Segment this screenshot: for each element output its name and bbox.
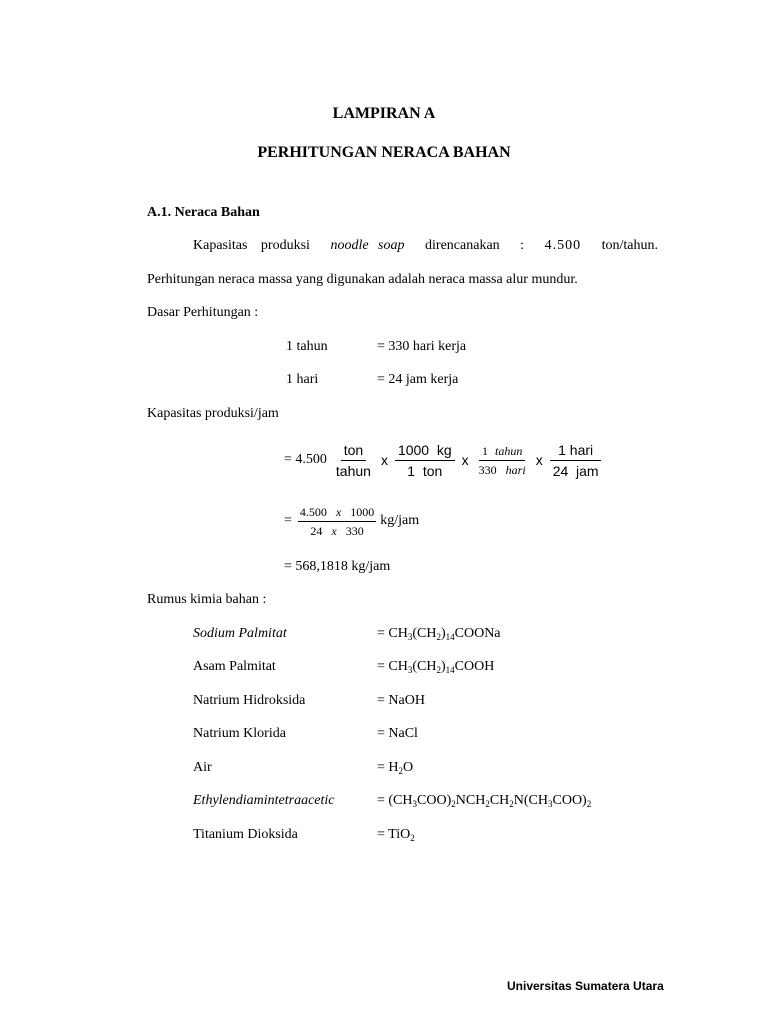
fraction-denominator xyxy=(307,522,366,537)
chemical-formula: = $CH_3(CH_2)_{14}COONa$ xyxy=(377,626,501,642)
fraction-simplified xyxy=(298,506,376,537)
chemical-name: Titanium Dioksida xyxy=(193,827,298,842)
fraction-numerator xyxy=(479,445,525,461)
basis-right-1: = 330 hari kerja xyxy=(377,339,467,354)
fraction-day-per-hours xyxy=(550,443,602,478)
chemical-name: Natrium Klorida xyxy=(193,726,286,741)
fraction-denominator: 1 ton xyxy=(407,462,443,479)
chemical-formula: = $(CH_3COO)_2NCH_2CH_2N(CH_3COO)_2$ xyxy=(377,793,592,809)
chemical-formula-label: Rumus kimia bahan : xyxy=(147,592,267,607)
appendix-heading: LAMPIRAN A xyxy=(332,105,436,122)
calc1-prefix: = 4.500 xyxy=(284,452,327,467)
chemical-formula: = $H_2O$ xyxy=(377,760,414,776)
numerator-number: 1 xyxy=(482,443,488,458)
fraction-numerator: 1 hari xyxy=(550,443,601,461)
capacity-label: Kapasitas produksi/jam xyxy=(147,406,279,421)
chemical-formula: = TiO$_2$ xyxy=(377,827,415,843)
basis-label: Dasar Perhitungan : xyxy=(147,305,259,320)
paragraph-line-1 xyxy=(193,239,658,253)
section-title: A.1. Neraca Bahan xyxy=(147,205,260,220)
denominator-a: 24 xyxy=(310,523,323,538)
numerator-operator: x xyxy=(335,504,342,519)
chemical-name: Natrium Hidroksida xyxy=(193,693,306,708)
chemical-name: Sodium Palmitat xyxy=(193,626,287,641)
capacity-calculation xyxy=(284,440,602,480)
capacity-calculation-simplified xyxy=(284,503,419,539)
capacity-amount: 4.500 xyxy=(544,238,582,253)
fraction-kg-per-ton xyxy=(395,443,455,478)
chemical-formula: = $CH_3(CH_2)_{14}COOH$ xyxy=(377,659,495,675)
times-symbol: x xyxy=(535,452,543,468)
product-name: noodle soap xyxy=(330,238,405,253)
capacity-unit: ton/tahun. xyxy=(601,238,658,253)
fraction-year-per-days xyxy=(476,445,529,476)
denominator-unit: hari xyxy=(505,462,526,477)
para-middle: direncanakan xyxy=(425,238,500,253)
denominator-operator: x xyxy=(331,523,337,538)
denominator-b: 330 xyxy=(345,523,364,538)
page-title: PERHITUNGAN NERACA BAHAN xyxy=(257,144,511,161)
capacity-result: = 568,1818 kg/jam xyxy=(284,559,391,574)
calc2-prefix: = xyxy=(284,513,292,528)
fraction-denominator: 24 jam xyxy=(552,462,599,479)
basis-left-2: 1 hari xyxy=(286,372,319,387)
chemical-name: Air xyxy=(193,760,212,775)
footer-institution: Universitas Sumatera Utara xyxy=(507,979,664,993)
basis-right-2: = 24 jam kerja xyxy=(377,372,459,387)
numerator-unit: tahun xyxy=(495,443,523,458)
chemical-name: Asam Palmitat xyxy=(193,659,276,674)
fraction-denominator: tahun xyxy=(335,462,371,479)
para-prefix: Kapasitas produksi xyxy=(193,238,310,253)
fraction-numerator: 1000 kg xyxy=(395,443,455,461)
fraction-numerator: ton xyxy=(341,443,366,461)
fraction-numerator xyxy=(298,506,376,522)
fraction-denominator xyxy=(476,461,529,476)
para-colon: : xyxy=(520,238,525,253)
paragraph-line-2: Perhitungan neraca massa yang digunakan adalah neraca massa alur mundur. xyxy=(147,272,578,287)
numerator-a: 4.500 xyxy=(299,504,327,519)
calc2-unit: kg/jam xyxy=(380,513,420,528)
chemical-name: Ethylendiamintetraacetic xyxy=(193,793,335,808)
times-symbol: x xyxy=(380,452,388,468)
fraction-ton-per-year xyxy=(333,443,374,478)
basis-left-1: 1 tahun xyxy=(286,339,328,354)
times-symbol: x xyxy=(461,452,469,468)
denominator-number: 330 xyxy=(478,462,497,477)
chemical-formula: = NaCl xyxy=(377,726,418,741)
chemical-formula: = NaOH xyxy=(377,693,425,708)
numerator-b: 1000 xyxy=(350,504,375,519)
